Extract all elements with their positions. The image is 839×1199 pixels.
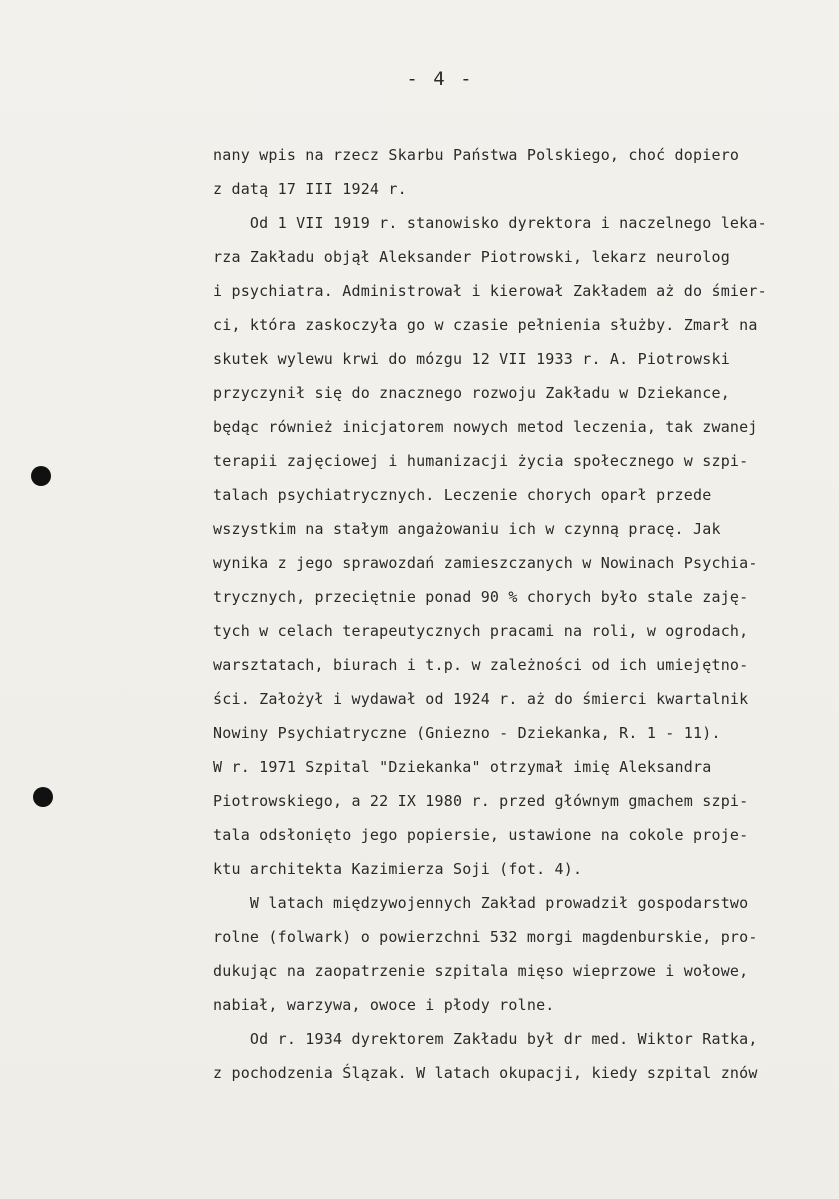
text-line: ci, która zaskoczyła go w czasie pełnienia służby. Zmarł na [213,316,758,334]
text-line: i psychiatra. Administrował i kierował Zakładem aż do śmier- [213,282,767,300]
text-line: Od 1 VII 1919 r. stanowisko dyrektora i naczelnego leka- [213,214,767,232]
text-line: nany wpis na rzecz Skarbu Państwa Polskiego, choć dopiero [213,146,740,164]
text-line: tala odsłonięto jego popiersie, ustawione na cokole proje- [213,826,749,844]
text-line: rza Zakładu objął Aleksander Piotrowski, lekarz neurolog [213,248,730,266]
text-line: Piotrowskiego, a 22 IX 1980 r. przed głównym gmachem szpi- [213,792,749,810]
text-line: wynika z jego sprawozdań zamieszczanych w Nowinach Psychia- [213,554,758,572]
text-line: skutek wylewu krwi do mózgu 12 VII 1933 r. A. Piotrowski [213,350,730,368]
text-line: W latach międzywojennych Zakład prowadził gospodarstwo [213,894,749,912]
page-number: - 4 - [406,68,474,90]
text-line: z pochodzenia Ślązak. W latach okupacji, kiedy szpital znów [213,1064,758,1082]
text-line: warsztatach, biurach i t.p. w zależności od ich umiejętno- [213,656,749,674]
text-line: terapii zajęciowej i humanizacji życia społecznego w szpi- [213,452,749,470]
text-line: trycznych, przeciętnie ponad 90 % chorych było stale zaję- [213,588,749,606]
text-line: ści. Założył i wydawał od 1924 r. aż do śmierci kwartalnik [213,690,749,708]
text-line: ktu architekta Kazimierza Soji (fot. 4). [213,860,583,878]
text-line: tych w celach terapeutycznych pracami na roli, w ogrodach, [213,622,749,640]
text-line: wszystkim na stałym angażowaniu ich w czynną pracę. Jak [213,520,721,538]
text-line: Nowiny Psychiatryczne (Gniezno - Dziekanka, R. 1 - 11). [213,724,721,742]
text-line: dukując na zaopatrzenie szpitala mięso wieprzowe i wołowe, [213,962,749,980]
text-line: Od r. 1934 dyrektorem Zakładu był dr med. Wiktor Ratka, [213,1030,758,1048]
punch-hole [31,466,51,486]
text-line: przyczynił się do znacznego rozwoju Zakładu w Dziekance, [213,384,730,402]
punch-hole [33,787,53,807]
text-line: talach psychiatrycznych. Leczenie chorych oparł przede [213,486,712,504]
text-line: W r. 1971 Szpital "Dziekanka" otrzymał imię Aleksandra [213,758,712,776]
text-line: rolne (folwark) o powierzchni 532 morgi magdenburskie, pro- [213,928,758,946]
body-text [213,138,833,1090]
text-line: będąc również inicjatorem nowych metod leczenia, tak zwanej [213,418,758,436]
text-line: z datą 17 III 1924 r. [213,180,407,198]
text-line: nabiał, warzywa, owoce i płody rolne. [213,996,555,1014]
